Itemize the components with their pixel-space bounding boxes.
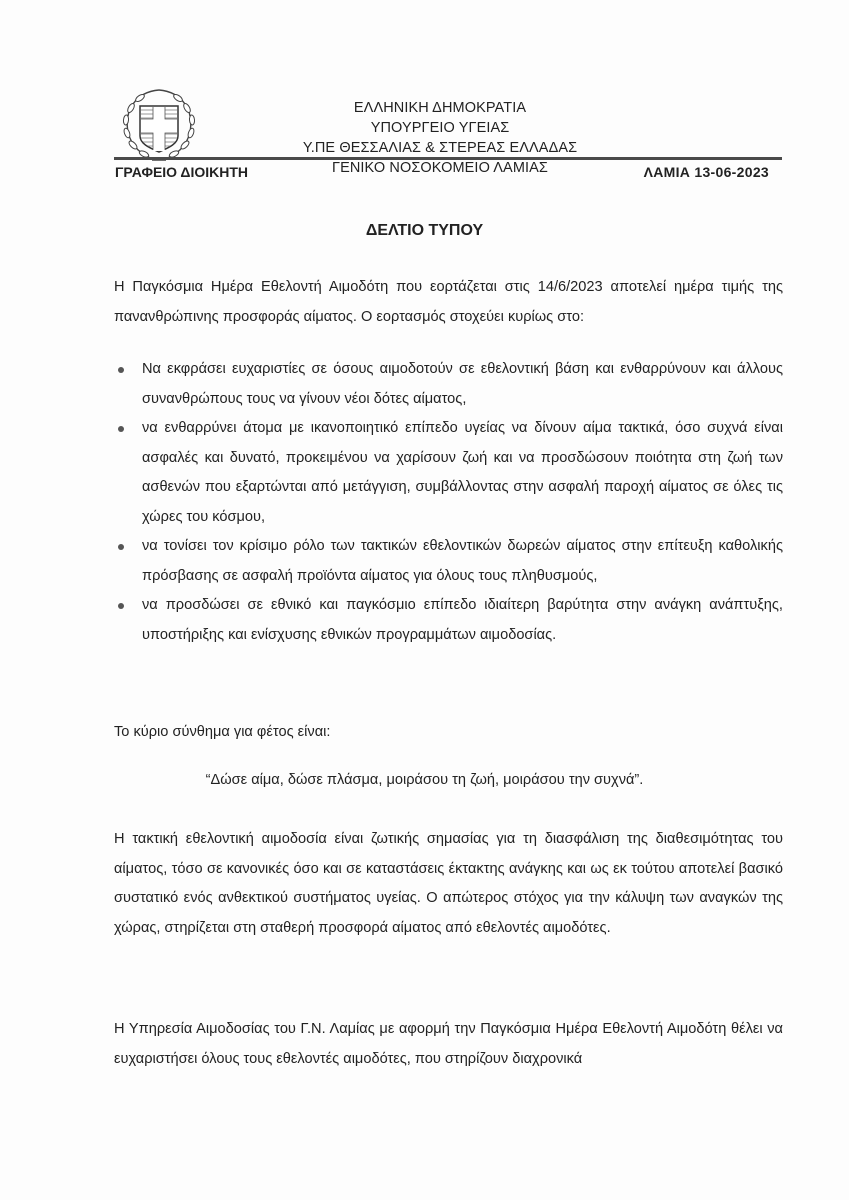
goals-list <box>114 355 783 650</box>
list-item <box>114 591 783 650</box>
list-item <box>114 532 783 591</box>
page-title: ΔΕΛΤΙΟ ΤΥΠΟΥ <box>365 222 484 239</box>
header-divider <box>114 157 782 160</box>
header-line-ministry: ΥΠΟΥΡΓΕΙΟ ΥΓΕΙΑΣ <box>370 120 510 136</box>
issuer-header <box>290 98 590 178</box>
body-paragraph-3: Η Υπηρεσία Αιμοδοσίας του Γ.Ν. Λαμίας με αφορμή την Παγκόσμια Ημέρα Εθελοντή Αιμοδότη θέλει να ευχαριστήσει όλους τους εθελοντές αιμοδότες, που στηρίζουν διαχρονικά <box>114 1021 783 1067</box>
bullet-icon <box>118 603 124 609</box>
header-line-health-region: Υ.ΠΕ ΘΕΣΣΑΛΙΑΣ & ΣΤΕΡΕΑΣ ΕΛΛΑΔΑΣ <box>302 140 578 156</box>
list-item <box>114 414 783 532</box>
list-item <box>114 355 783 414</box>
list-item-text: να προσδώσει σε εθνικό και παγκόσμιο επίπεδο ιδιαίτερη βαρύτητα στην ανάγκη ανάπτυξης, υποστήριξης και ενίσχυσης εθνικών προγραμμάτων αιμοδοσίας. <box>142 597 783 643</box>
slogan-quote: “Δώσε αίμα, δώσε πλάσμα, μοιράσου τη ζωή, μοιράσου την συχνά”. <box>205 772 644 788</box>
slogan-intro: Το κύριο σύνθημα για φέτος είναι: <box>114 724 331 740</box>
list-item-text: να ενθαρρύνει άτομα με ικανοποιητικό επίπεδο υγείας να δίνουν αίμα τακτικά, όσο συχνά είναι ασφαλές και δυνατό, προκειμένου να χαρίσουν ζωή και να προσδώσουν ποιότητα στη ζωή των ασθενών που εξαρτώνται από μετάγγιση, συμβάλλοντας στην ασφαλή παροχή αίματος σε όλες τις χώρες του κόσμου, <box>142 420 783 525</box>
intro-paragraph: Η Παγκόσμια Ημέρα Εθελοντή Αιμοδότη που εορτάζεται στις 14/6/2023 αποτελεί ημέρα τιμής της πανανθρώπινης προσφοράς αίματος. Ο εορτασμός στοχεύει κυρίως στο: <box>114 279 783 325</box>
bullet-icon <box>118 367 124 373</box>
body-paragraph-2: Η τακτική εθελοντική αιμοδοσία είναι ζωτικής σημασίας για τη διασφάλιση της διαθεσιμότητας του αίματος, τόσο σε κανονικές όσο και σε καταστάσεις έκτακτης ανάγκης και ως εκ τούτου αποτελεί βασικό συστατικό ενός ανθεκτικού συστήματος υγείας. Ο απώτερος στόχος για την κάλυψη των αναγκών της χώρας, στηρίζεται στη σταθερή προσφορά αίματος από εθελοντές αιμοδότες. <box>114 831 783 936</box>
place-date: ΛΑΜΙΑ 13-06-2023 <box>643 164 769 180</box>
header-line-hospital: ΓΕΝΙΚΟ ΝΟΣΟΚΟΜΕΙΟ ΛΑΜΙΑΣ <box>332 160 548 176</box>
office-label: ΓΡΑΦΕΙΟ ΔΙΟΙΚΗΤΗ <box>115 164 249 180</box>
greek-coat-of-arms-icon <box>118 84 200 166</box>
header-line-republic: ΕΛΛΗΝΙΚΗ ΔΗΜΟΚΡΑΤΙΑ <box>353 100 527 116</box>
list-item-text: να τονίσει τον κρίσιμο ρόλο των τακτικών εθελοντικών δωρεών αίματος στην επίτευξη καθολικής πρόσβασης σε ασφαλή προϊόντα αίματος για όλους τους πληθυσμούς, <box>142 538 783 584</box>
bullet-icon <box>118 544 124 550</box>
list-item-text: Να εκφράσει ευχαριστίες σε όσους αιμοδοτούν σε εθελοντική βάση και ενθαρρύνουν και άλλους συνανθρώπους τους να γίνουν νέοι δότες αίματος, <box>142 361 783 407</box>
bullet-icon <box>118 426 124 432</box>
